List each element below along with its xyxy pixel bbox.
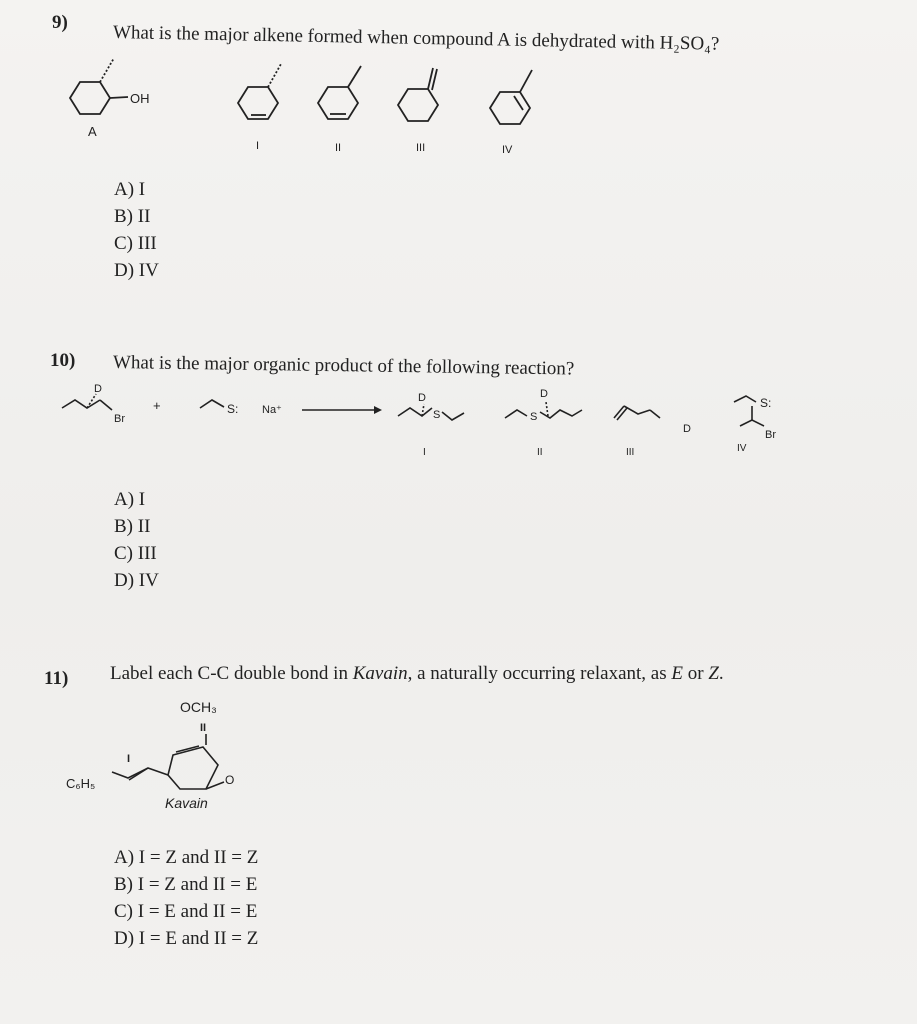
q10-product-ii-label: II <box>537 447 543 458</box>
q11-text-italic: Kavain <box>352 663 408 684</box>
q10-product-iv-label: IV <box>737 443 747 454</box>
q10-product-ii-structure <box>505 402 582 418</box>
reagent-s-label: S: <box>227 402 239 416</box>
question-10-number: 10) <box>50 350 76 371</box>
product-i-label: I <box>256 140 260 152</box>
reagent-na-label: Na⁺ <box>262 404 282 416</box>
carbonyl-o-label: O <box>225 773 235 787</box>
q11-text-before: Label each C-C double bond in <box>110 663 353 684</box>
q11-or: or <box>683 663 709 684</box>
q11-end: . <box>718 663 724 684</box>
question-10-reaction <box>0 370 917 470</box>
kavain-double-bond-ii-label: II <box>200 722 207 734</box>
c6h5-label: C₆H₅ <box>66 776 96 791</box>
question-9-text: What is the major alkene formed when compound A is dehydrated with H₂SO₄? <box>112 22 720 55</box>
product-iv-structure <box>490 70 532 124</box>
question-11-number: 11) <box>44 668 69 689</box>
product-ii-label: II <box>335 142 342 154</box>
och3-label: OCH₃ <box>180 699 217 715</box>
q10-product-iii-d: D <box>683 423 691 435</box>
kavain-name-label: Kavain <box>165 795 208 811</box>
question-11-text <box>110 663 724 685</box>
product-iv-label: IV <box>502 144 513 156</box>
reactant-br-label: Br <box>114 413 125 425</box>
q9-choice-c[interactable]: C) III <box>114 233 157 254</box>
q11-e-symbol: E <box>671 663 683 684</box>
q10-choice-b[interactable]: B) II <box>114 516 151 537</box>
kavain-double-bond-i-label: I <box>127 753 131 765</box>
q11-choice-a[interactable]: A) I = Z and II = Z <box>114 847 259 868</box>
compound-a-label: A <box>88 124 97 139</box>
reagent-structure <box>200 400 224 408</box>
q11-text-after: , a naturally occurring relaxant, as <box>407 663 672 684</box>
reaction-arrow <box>302 406 382 414</box>
q10-choice-d[interactable]: D) IV <box>114 570 159 591</box>
q10-choice-a[interactable]: A) I <box>114 489 146 510</box>
q9-choice-d[interactable]: D) IV <box>114 260 159 281</box>
oh-label: OH <box>130 91 150 106</box>
q10-choice-c[interactable]: C) III <box>114 543 157 564</box>
product-i-structure <box>238 64 281 119</box>
question-9-structures <box>0 0 917 170</box>
kavain-structure <box>0 690 917 820</box>
q11-z-symbol: Z <box>708 663 719 684</box>
q11-choice-b[interactable]: B) I = Z and II = E <box>114 874 258 895</box>
q10-product-i-structure <box>398 404 464 420</box>
q10-product-iii-structure <box>614 406 660 420</box>
q10-product-iv-br: Br <box>765 429 776 441</box>
q10-product-iv-s: S: <box>760 396 772 410</box>
q10-product-ii-s: S <box>530 411 538 423</box>
q10-product-ii-d: D <box>540 388 548 400</box>
q9-choice-a[interactable]: A) I <box>114 179 146 200</box>
product-iii-label: III <box>416 142 426 154</box>
plus-sign: + <box>153 398 161 413</box>
reactant-d-label: D <box>94 383 102 395</box>
q10-product-i-s: S <box>433 409 441 421</box>
q10-product-i-d: D <box>418 392 426 404</box>
q10-product-iii-label: III <box>626 447 635 458</box>
question-9-number: 9) <box>52 12 68 33</box>
q11-choice-c[interactable]: C) I = E and II = E <box>114 901 258 922</box>
question-10-text: What is the major organic product of the following reaction? <box>112 352 575 380</box>
product-ii-structure <box>318 66 361 119</box>
compound-a-structure <box>70 58 128 114</box>
q9-choice-b[interactable]: B) II <box>114 206 151 227</box>
reactant-structure <box>62 394 112 410</box>
q10-product-i-label: I <box>423 447 426 458</box>
product-iii-structure <box>398 68 438 121</box>
q11-choice-d[interactable]: D) I = E and II = Z <box>114 928 259 949</box>
